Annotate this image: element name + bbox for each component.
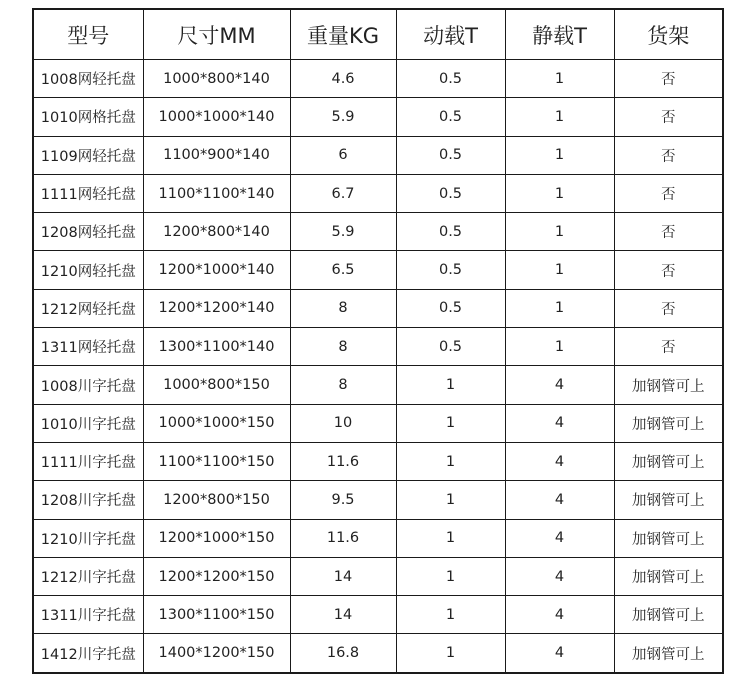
cell-model: 1210川字托盘 (33, 519, 143, 557)
cell-weight: 14 (290, 557, 396, 595)
cell-dynamic-load: 0.5 (396, 213, 505, 251)
cell-dynamic-load: 1 (396, 481, 505, 519)
cell-size: 1200*1200*150 (143, 557, 290, 595)
cell-model: 1210网轻托盘 (33, 251, 143, 289)
cell-model: 1008川字托盘 (33, 366, 143, 404)
cell-weight: 16.8 (290, 634, 396, 673)
cell-model: 1008网轻托盘 (33, 60, 143, 98)
cell-weight: 8 (290, 366, 396, 404)
table-row (33, 404, 723, 442)
table-row (33, 328, 723, 366)
table-row (33, 251, 723, 289)
cell-model: 1109网轻托盘 (33, 136, 143, 174)
cell-dynamic-load: 1 (396, 519, 505, 557)
table-row (33, 557, 723, 595)
cell-dynamic-load: 0.5 (396, 136, 505, 174)
cell-size: 1300*1100*150 (143, 596, 290, 634)
cell-rack: 否 (614, 213, 723, 251)
cell-weight: 11.6 (290, 442, 396, 480)
cell-dynamic-load: 1 (396, 634, 505, 673)
cell-static-load: 1 (505, 174, 614, 212)
cell-dynamic-load: 0.5 (396, 60, 505, 98)
cell-rack: 加钢管可上 (614, 442, 723, 480)
cell-size: 1000*1000*140 (143, 98, 290, 136)
cell-rack: 加钢管可上 (614, 519, 723, 557)
cell-static-load: 4 (505, 519, 614, 557)
cell-static-load: 1 (505, 136, 614, 174)
cell-weight: 6.5 (290, 251, 396, 289)
cell-weight: 6 (290, 136, 396, 174)
cell-model: 1111网轻托盘 (33, 174, 143, 212)
cell-model: 1010川字托盘 (33, 404, 143, 442)
cell-rack: 加钢管可上 (614, 366, 723, 404)
cell-static-load: 1 (505, 328, 614, 366)
cell-dynamic-load: 0.5 (396, 251, 505, 289)
table-row (33, 366, 723, 404)
table-body (33, 60, 723, 673)
cell-dynamic-load: 1 (396, 557, 505, 595)
cell-model: 1311网轻托盘 (33, 328, 143, 366)
cell-model: 1212川字托盘 (33, 557, 143, 595)
cell-rack: 加钢管可上 (614, 634, 723, 673)
cell-size: 1200*1000*140 (143, 251, 290, 289)
cell-static-load: 1 (505, 213, 614, 251)
cell-size: 1000*800*140 (143, 60, 290, 98)
cell-size: 1100*1100*140 (143, 174, 290, 212)
cell-dynamic-load: 1 (396, 442, 505, 480)
cell-static-load: 4 (505, 404, 614, 442)
cell-rack: 否 (614, 98, 723, 136)
cell-weight: 8 (290, 289, 396, 327)
cell-rack: 加钢管可上 (614, 404, 723, 442)
cell-size: 1000*800*150 (143, 366, 290, 404)
cell-static-load: 4 (505, 557, 614, 595)
table-row (33, 481, 723, 519)
cell-model: 1212网轻托盘 (33, 289, 143, 327)
cell-weight: 14 (290, 596, 396, 634)
cell-rack: 加钢管可上 (614, 481, 723, 519)
header-model: 型号 (33, 9, 143, 60)
cell-size: 1000*1000*150 (143, 404, 290, 442)
cell-static-load: 1 (505, 289, 614, 327)
table-row (33, 60, 723, 98)
cell-model: 1208网轻托盘 (33, 213, 143, 251)
cell-size: 1100*1100*150 (143, 442, 290, 480)
cell-static-load: 4 (505, 596, 614, 634)
cell-weight: 6.7 (290, 174, 396, 212)
cell-size: 1200*800*140 (143, 213, 290, 251)
cell-rack: 否 (614, 289, 723, 327)
cell-weight: 5.9 (290, 213, 396, 251)
cell-size: 1100*900*140 (143, 136, 290, 174)
cell-static-load: 1 (505, 98, 614, 136)
cell-static-load: 4 (505, 366, 614, 404)
table-row (33, 519, 723, 557)
cell-rack: 加钢管可上 (614, 596, 723, 634)
table-row (33, 98, 723, 136)
cell-rack: 否 (614, 251, 723, 289)
cell-model: 1208川字托盘 (33, 481, 143, 519)
cell-size: 1200*800*150 (143, 481, 290, 519)
table-header (33, 9, 723, 60)
header-rack: 货架 (614, 9, 723, 60)
table-row (33, 289, 723, 327)
cell-dynamic-load: 0.5 (396, 289, 505, 327)
cell-dynamic-load: 1 (396, 366, 505, 404)
cell-weight: 11.6 (290, 519, 396, 557)
cell-rack: 否 (614, 136, 723, 174)
table-row (33, 442, 723, 480)
table-row (33, 136, 723, 174)
cell-rack: 否 (614, 60, 723, 98)
header-dynamic-load: 动载T (396, 9, 505, 60)
table-row (33, 213, 723, 251)
cell-size: 1400*1200*150 (143, 634, 290, 673)
table-row (33, 596, 723, 634)
pallet-spec-table (32, 8, 724, 674)
cell-static-load: 1 (505, 60, 614, 98)
cell-static-load: 1 (505, 251, 614, 289)
cell-weight: 8 (290, 328, 396, 366)
header-weight: 重量KG (290, 9, 396, 60)
cell-rack: 否 (614, 328, 723, 366)
cell-dynamic-load: 1 (396, 596, 505, 634)
cell-weight: 4.6 (290, 60, 396, 98)
cell-size: 1200*1000*150 (143, 519, 290, 557)
cell-size: 1300*1100*140 (143, 328, 290, 366)
cell-dynamic-load: 0.5 (396, 174, 505, 212)
cell-model: 1010网格托盘 (33, 98, 143, 136)
cell-static-load: 4 (505, 442, 614, 480)
cell-static-load: 4 (505, 634, 614, 673)
cell-rack: 加钢管可上 (614, 557, 723, 595)
cell-weight: 10 (290, 404, 396, 442)
header-row (33, 9, 723, 60)
cell-rack: 否 (614, 174, 723, 212)
cell-dynamic-load: 1 (396, 404, 505, 442)
cell-static-load: 4 (505, 481, 614, 519)
cell-dynamic-load: 0.5 (396, 328, 505, 366)
cell-weight: 5.9 (290, 98, 396, 136)
cell-model: 1412川字托盘 (33, 634, 143, 673)
table-row (33, 174, 723, 212)
cell-model: 1311川字托盘 (33, 596, 143, 634)
header-size: 尺寸MM (143, 9, 290, 60)
table-row (33, 634, 723, 673)
cell-dynamic-load: 0.5 (396, 98, 505, 136)
cell-model: 1111川字托盘 (33, 442, 143, 480)
header-static-load: 静载T (505, 9, 614, 60)
cell-weight: 9.5 (290, 481, 396, 519)
cell-size: 1200*1200*140 (143, 289, 290, 327)
